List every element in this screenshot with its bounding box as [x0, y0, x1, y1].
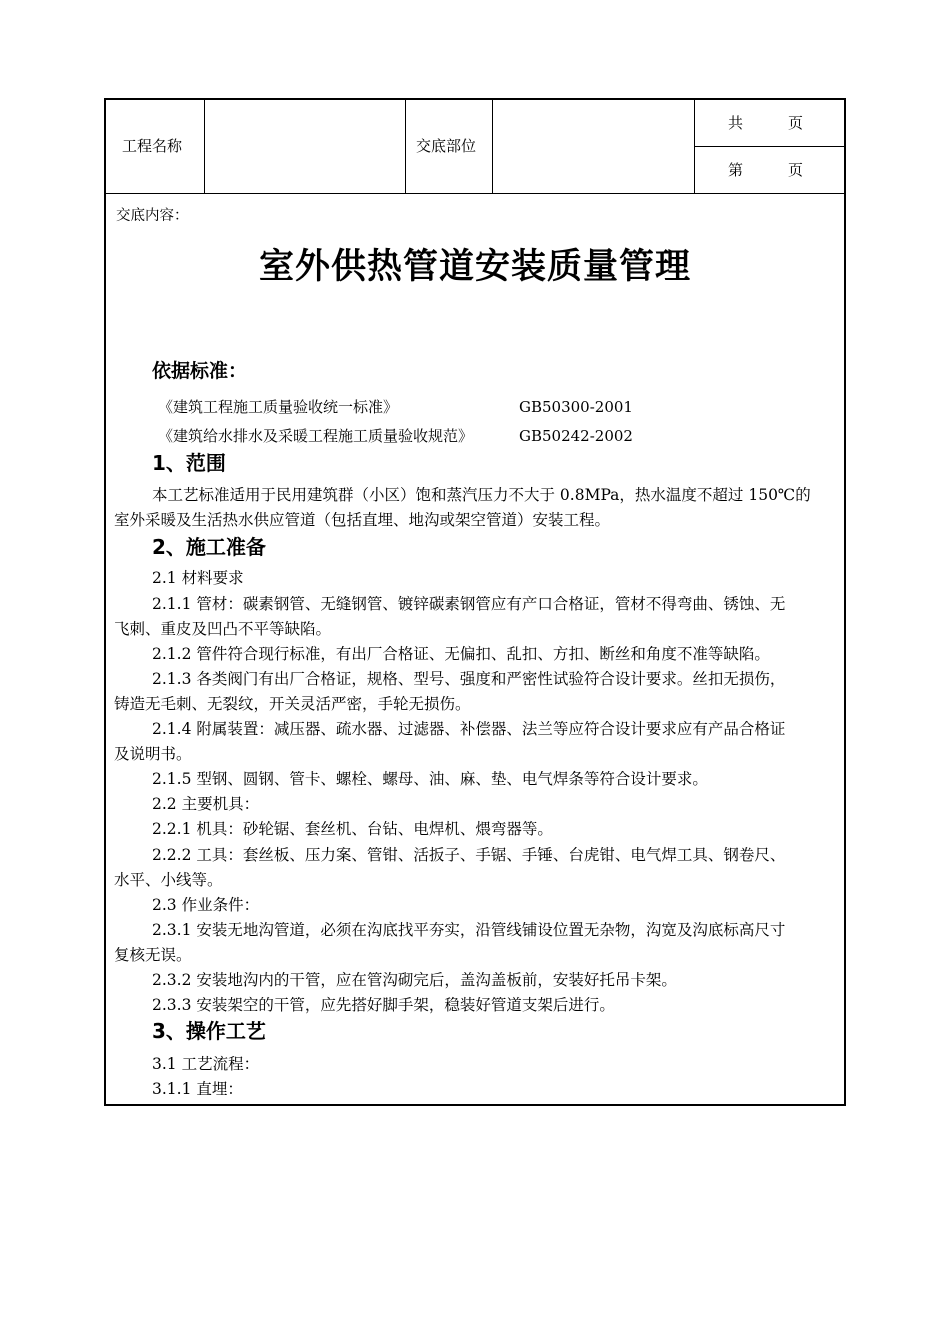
section-heading: 2、施工准备	[152, 535, 266, 559]
paragraph-line: 2.3.2 安装地沟内的干管，应在管沟砌完后，盖沟盖板前，安装好托吊卡架。	[152, 971, 677, 989]
paragraph-line: 3.1 工艺流程：	[152, 1055, 260, 1073]
paragraph-line: 复核无误。	[114, 946, 192, 964]
paragraph-line: 室外采暖及生活热水供应管道（包括直埋、地沟或架空管道）安装工程。	[114, 511, 611, 529]
paragraph-line: 2.1.3 各类阀门有出厂合格证，规格、型号、强度和严密性试验符合设计要求。丝扣无损伤，	[152, 670, 786, 688]
header-table	[106, 100, 844, 194]
paragraph-line: 2.3.1 安装无地沟管道，必须在沟底找平夯实，沿管线铺设位置无杂物，沟宽及沟底标高尺寸	[152, 921, 786, 939]
standard-code: GB50242-2002	[519, 427, 633, 445]
paragraph-line: 及说明书。	[114, 745, 192, 763]
basis-heading: 依据标准：	[152, 360, 248, 382]
paragraph-line: 2.1 材料要求	[152, 569, 244, 587]
paragraph-line: 2.2.2 工具：套丝板、压力案、管钳、活扳子、手锯、手锤、台虎钳、电气焊工具、钢卷尺、	[152, 846, 786, 864]
paragraph-line: 飞刺、重皮及凹凸不平等缺陷。	[114, 620, 332, 638]
paragraph-line: 2.1.5 型钢、圆钢、管卡、螺栓、螺母、油、麻、垫、电气焊条等符合设计要求。	[152, 770, 708, 788]
paragraph-line: 2.3.3 安装架空的干管，应先搭好脚手架，稳装好管道支架后进行。	[152, 996, 615, 1014]
content-label: 交底内容：	[116, 208, 189, 224]
paragraph-line: 2.1.4 附属装置：减压器、疏水器、过滤器、补偿器、法兰等应符合设计要求应有产品合格证	[152, 720, 786, 738]
divider	[405, 100, 406, 193]
paragraph-line: 3.1.1 直埋：	[152, 1080, 243, 1098]
section-heading: 1、范围	[152, 451, 226, 475]
page-title: 室外供热管道安装质量管理	[258, 247, 691, 287]
handover-document	[104, 98, 846, 1106]
page-number: 第 页	[728, 161, 804, 179]
section-heading: 3、操作工艺	[152, 1019, 266, 1043]
paragraph-line: 铸造无毛刺、无裂纹，开关灵活严密，手轮无损伤。	[114, 695, 471, 713]
paragraph-line: 2.2.1 机具：砂轮锯、套丝机、台钻、电焊机、煨弯器等。	[152, 820, 553, 838]
paragraph-line: 2.1.2 管件符合现行标准，有出厂合格证、无偏扣、乱扣、方扣、断丝和角度不准等缺陷。	[152, 645, 770, 663]
handover-part-label: 交底部位	[416, 137, 477, 155]
divider	[694, 146, 844, 147]
divider	[492, 100, 493, 193]
total-pages: 共 页	[728, 114, 804, 132]
standard-code: GB50300-2001	[519, 398, 633, 416]
paragraph-line: 2.1.1 管材：碳素钢管、无缝钢管、镀锌碳素钢管应有产口合格证，管材不得弯曲、锈蚀、无	[152, 595, 786, 613]
paragraph-line: 水平、小线等。	[114, 871, 223, 889]
paragraph-line: 2.3 作业条件：	[152, 896, 260, 914]
paragraph-line: 本工艺标准适用于民用建筑群（小区）饱和蒸汽压力不大于 0.8MPa，热水温度不超过 150℃的	[152, 486, 811, 504]
divider	[204, 100, 205, 193]
standard-name: 《建筑工程施工质量验收统一标准》	[158, 398, 399, 416]
paragraph-line: 2.2 主要机具：	[152, 795, 260, 813]
standard-name: 《建筑给水排水及采暖工程施工质量验收规范》	[158, 427, 474, 445]
project-name-label: 工程名称	[122, 137, 183, 155]
